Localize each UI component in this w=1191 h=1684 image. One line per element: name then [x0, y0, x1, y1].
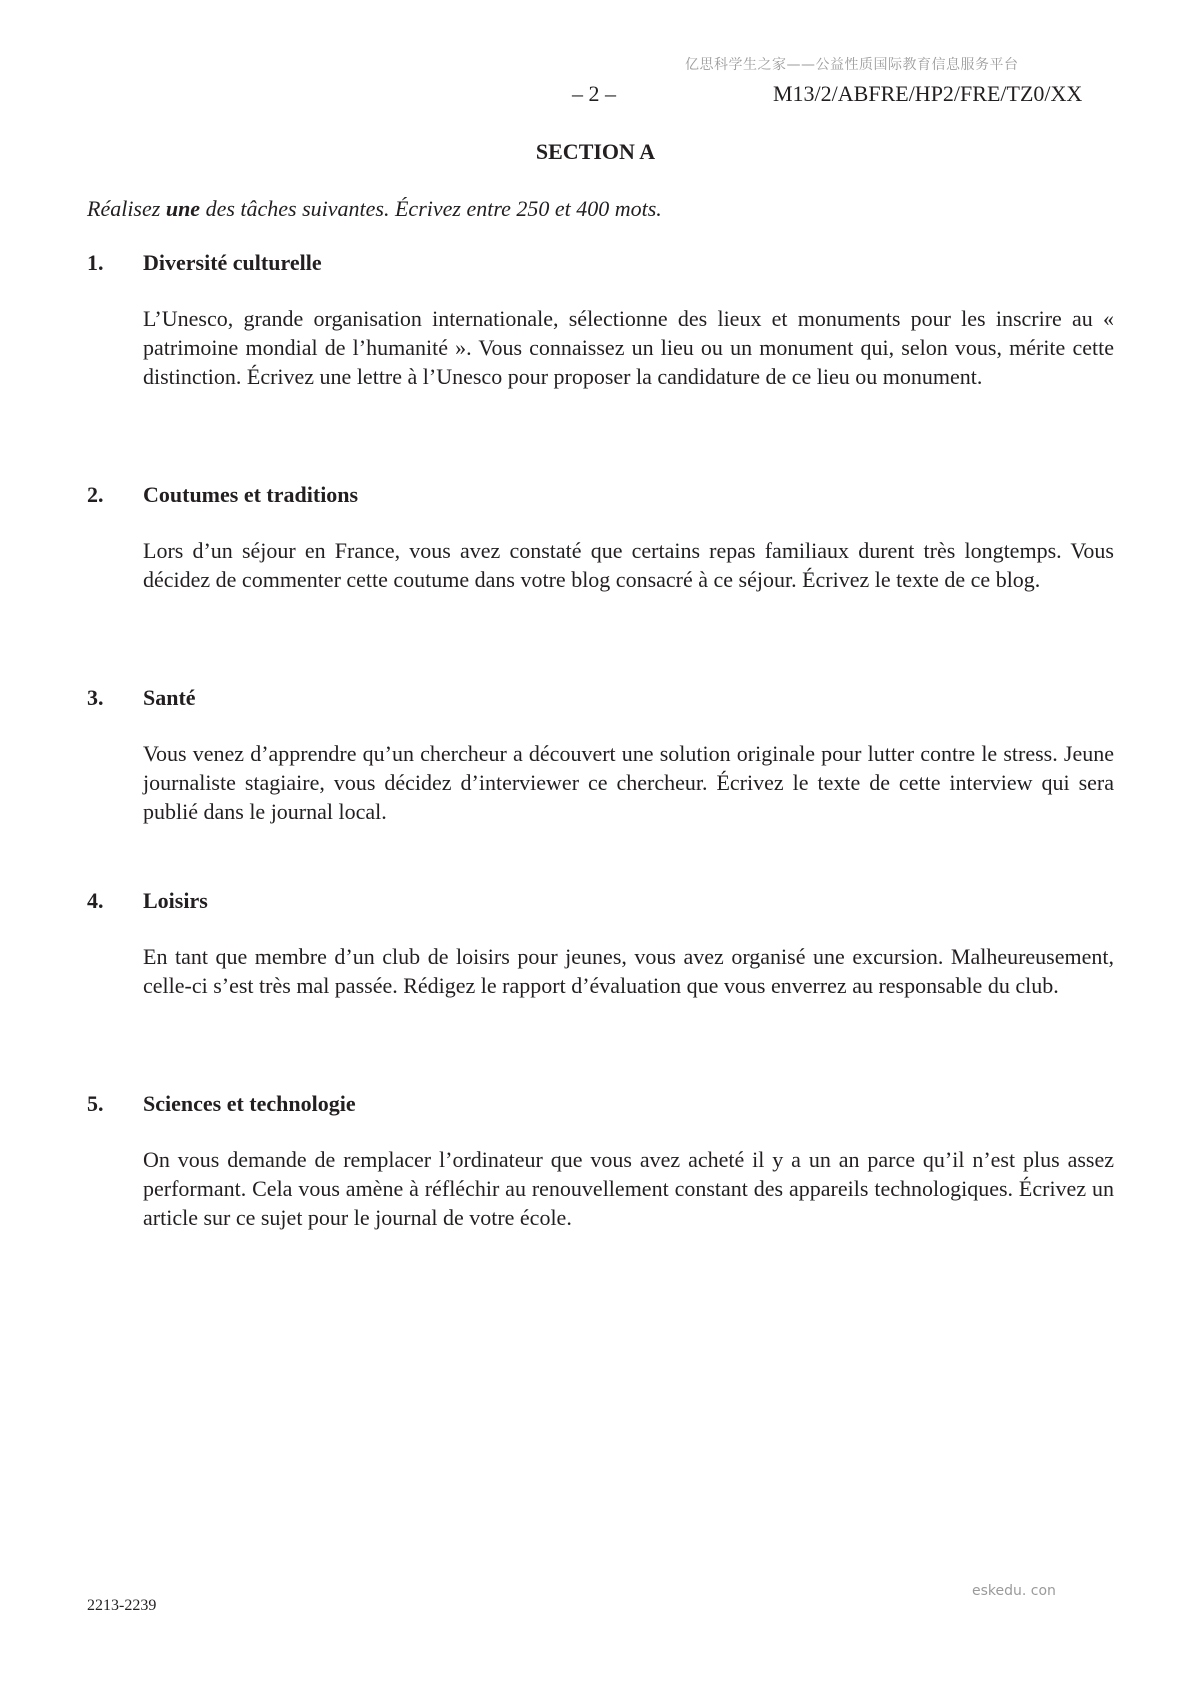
instructions-after: des tâches suivantes. Écrivez entre 250 et 400 mots. [200, 196, 662, 221]
task-title: Coutumes et traditions [143, 482, 359, 507]
task-number: 3. [87, 685, 104, 710]
instructions [87, 196, 662, 222]
task-number: 4. [87, 888, 104, 913]
task-5 [87, 1091, 1114, 1232]
task-title: Sciences et technologie [143, 1091, 356, 1116]
task-1 [87, 250, 1114, 391]
section-title: SECTION A [535, 139, 656, 164]
instructions-emphasis: une [165, 196, 201, 221]
task-number: 2. [87, 482, 104, 507]
task-title: Loisirs [143, 888, 208, 913]
exam-code: M13/2/ABFRE/HP2/FRE/TZ0/XX [773, 81, 1083, 106]
task-heading [87, 250, 1114, 278]
task-number: 1. [87, 250, 104, 275]
task-4 [87, 888, 1114, 1000]
task-heading [87, 888, 1114, 916]
task-heading [87, 1091, 1114, 1119]
task-text: Lors d’un séjour en France, vous avez constaté que certains repas familiaux durent très longtemps. Vous décidez de commenter cette coutume dans votre blog consacré à ce séjour. Écrivez le texte de ce blog. [143, 538, 1114, 592]
task-2 [87, 482, 1114, 594]
task-text: En tant que membre d’un club de loisirs pour jeunes, vous avez organisé une excursion. Malheureusement, celle-ci s’est très mal passée. Rédigez le rapport d’évaluation que vous enverrez au responsable du club. [143, 944, 1114, 998]
task-title: Santé [143, 685, 196, 710]
task-title: Diversité culturelle [143, 250, 322, 275]
footer-code: 2213-2239 [87, 1597, 157, 1614]
watermark-header: 亿思科学生之家——公益性质国际教育信息服务平台 [685, 57, 1019, 73]
task-heading [87, 685, 1114, 713]
task-number: 5. [87, 1091, 104, 1116]
page-number: – 2 – [572, 81, 616, 106]
watermark-footer: eskedu. con [972, 1583, 1056, 1599]
task-text: L’Unesco, grande organisation internationale, sélectionne des lieux et monuments pour les inscrire au « patrimoine mondial de l’humanité ». Vous connaissez un lieu ou un monument qui, selon vous, mérite cette distinction. Écrivez une lettre à l’Unesco pour proposer la candidature de ce lieu ou monument. [143, 306, 1114, 389]
task-heading [87, 482, 1114, 510]
instructions-before: Réalisez [87, 196, 166, 221]
task-3 [87, 685, 1114, 826]
task-text: Vous venez d’apprendre qu’un chercheur a découvert une solution originale pour lutter contre le stress. Jeune journaliste stagiaire, vous décidez d’interviewer ce chercheur. Écrivez le texte de cette interview qui sera publié dans le journal local. [143, 741, 1114, 824]
task-text: On vous demande de remplacer l’ordinateur que vous avez acheté il y a un an parce qu’il n’est plus assez performant. Cela vous amène à réfléchir au renouvellement constant des appareils technologiques. Écrivez un article sur ce sujet pour le journal de votre école. [143, 1147, 1114, 1230]
